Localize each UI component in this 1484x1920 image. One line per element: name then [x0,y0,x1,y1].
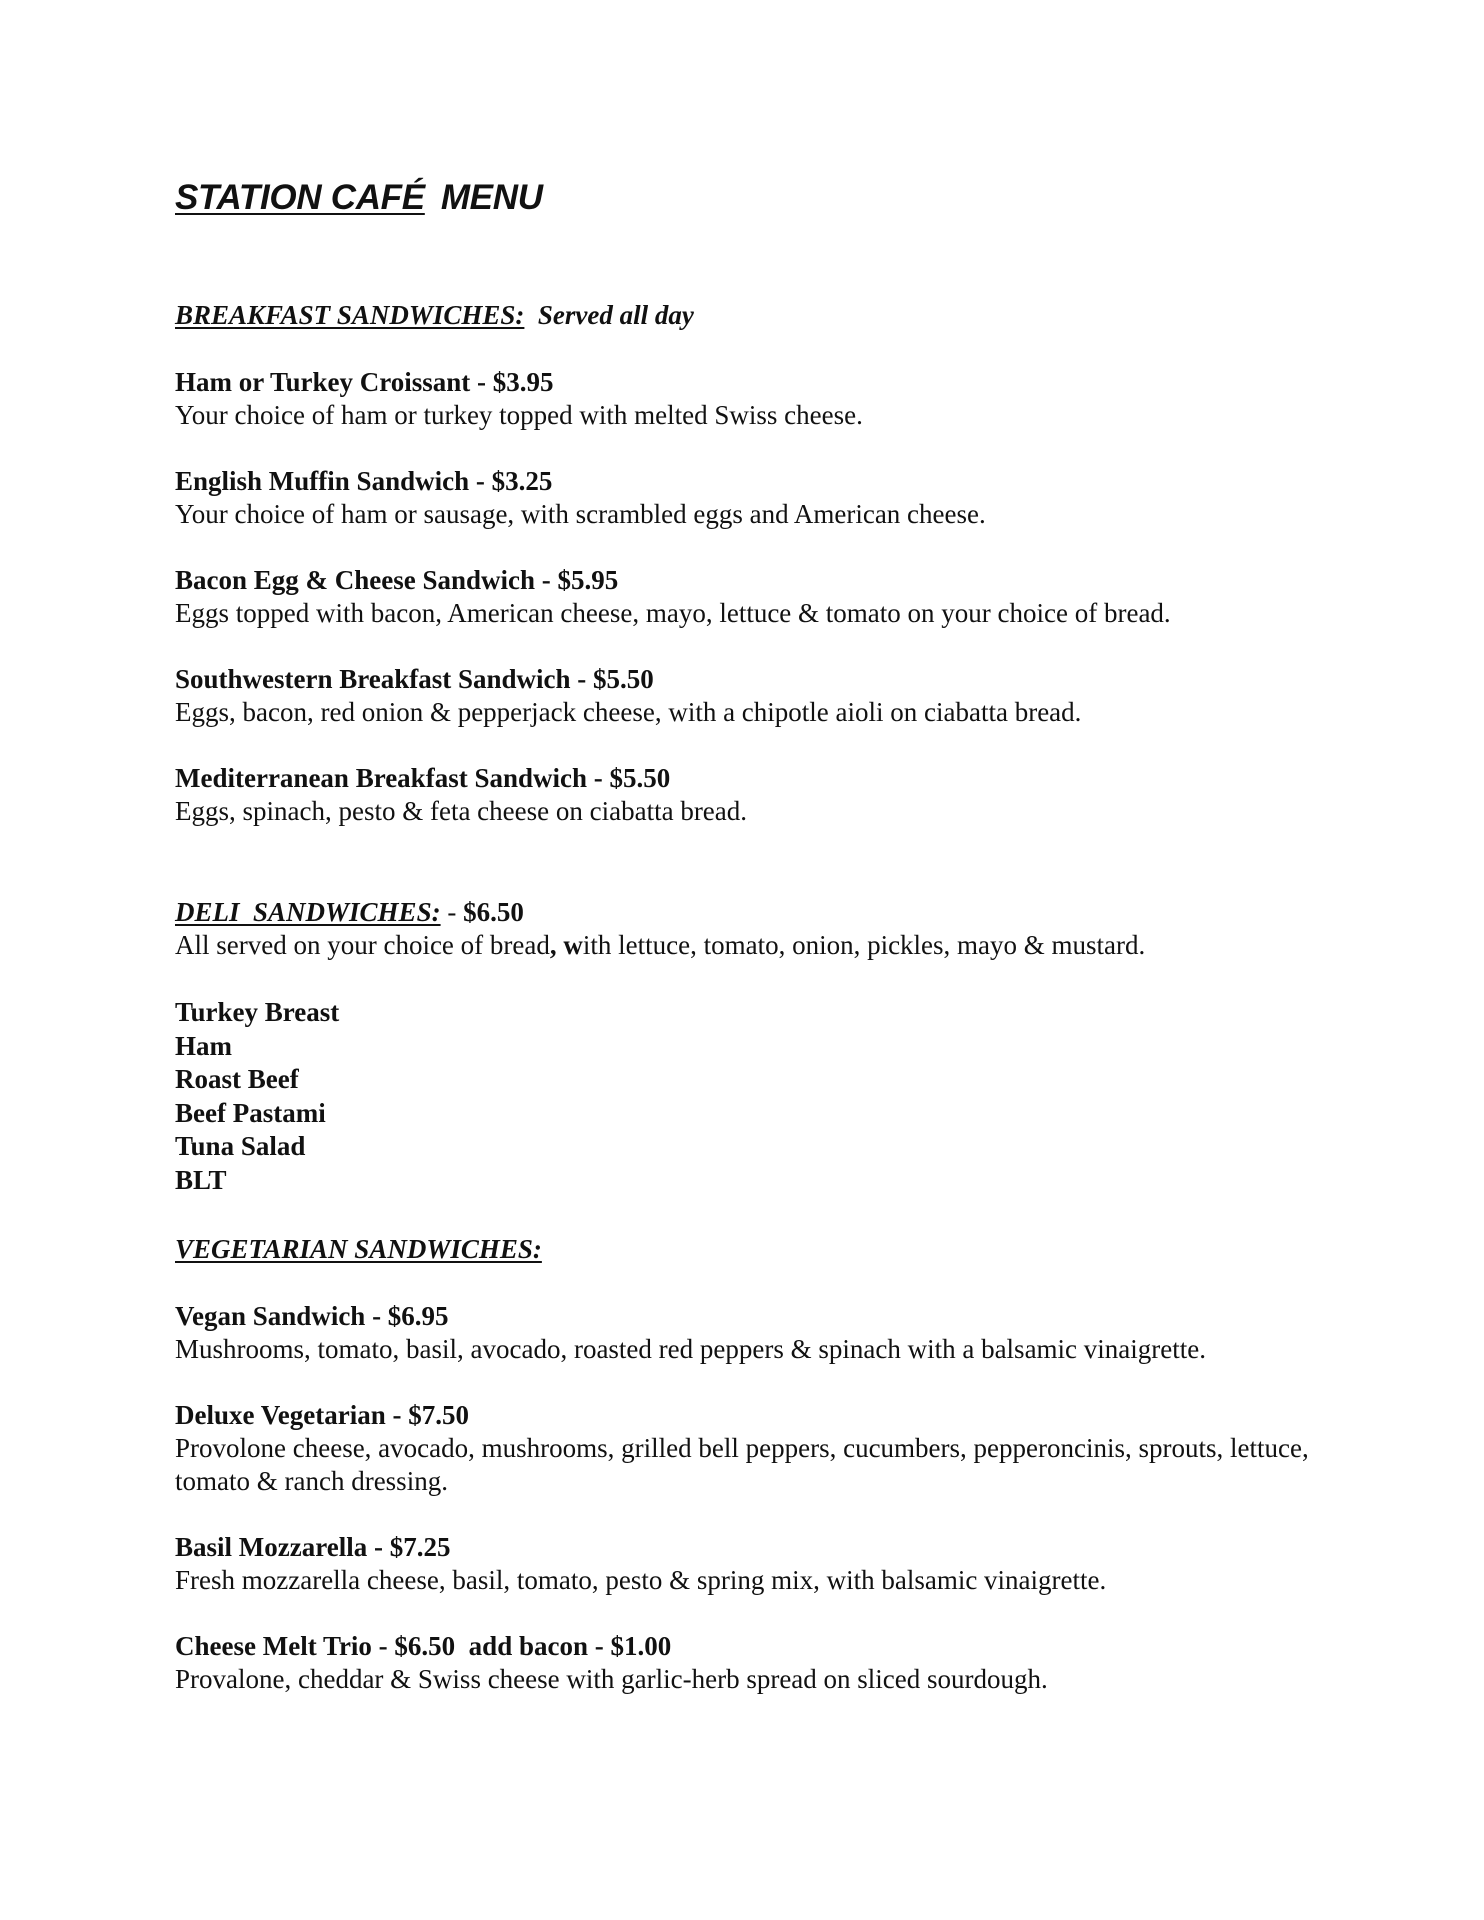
deli-separator: - [440,897,464,927]
menu-item [175,465,1335,531]
item-description: Provalone, cheddar & Swiss cheese with garlic-herb spread on sliced sourdough. [175,1663,1048,1694]
menu-item [175,564,1335,630]
menu-word: MENU [440,178,543,217]
item-description: Eggs, spinach, pesto & feta cheese on ciabatta bread. [175,796,748,826]
item-description: Fresh mozzarella cheese, basil, tomato, pesto & spring mix, with balsamic vinaigrette. [175,1564,1107,1595]
menu-item [175,1399,1335,1498]
list-item: BLT [175,1164,227,1195]
list-item: Ham [175,1030,232,1061]
list-item: Turkey Breast [175,997,340,1027]
deli-heading-text: DELI SANDWICHES: [175,897,441,927]
menu-item [175,1300,1335,1366]
menu-page [175,170,1335,1696]
vegetarian-heading [175,1232,1335,1266]
item-name: Deluxe Vegetarian - $7.50 [175,1399,469,1430]
menu-item [175,663,1335,729]
item-name: Bacon Egg & Cheese Sandwich - $5.95 [175,565,619,595]
deli-note-end: ith lettuce, tomato, onion, pickles, mayo & mustard. [582,930,1146,960]
item-description: Eggs, bacon, red onion & pepperjack cheese, with a chipotle aioli on ciabatta bread. [175,697,1082,727]
menu-item [175,1531,1335,1597]
menu-item [175,762,1335,828]
deli-note-start: All served on your choice of bread [175,930,550,960]
item-description: Your choice of ham or turkey topped with melted Swiss cheese. [175,400,863,430]
deli-note-bold: , w [549,930,583,960]
deli-note [175,929,1335,962]
item-description: Provolone cheese, avocado, mushrooms, grilled bell peppers, cucumbers, pepperoncinis, sprouts, lettuce, tomato & ranch dressing. [175,1432,1309,1496]
breakfast-heading [175,298,1335,332]
item-name: Basil Mozzarella - $7.25 [175,1531,451,1562]
list-item: Tuna Salad [175,1131,306,1162]
item-description: Eggs topped with bacon, American cheese, mayo, lettuce & tomato on your choice of bread. [175,598,1171,628]
menu-item [175,1630,1335,1696]
cafe-name: STATION CAFÉ [175,178,425,217]
vegetarian-heading-text: VEGETARIAN SANDWICHES: [175,1233,542,1264]
list-item: Roast Beef [175,1064,299,1095]
item-name: Mediterranean Breakfast Sandwich - $5.50 [175,763,671,793]
item-name: Southwestern Breakfast Sandwich - $5.50 [175,664,654,694]
menu-title [175,170,1335,226]
deli-section [175,895,1335,1198]
breakfast-section [175,298,1335,828]
breakfast-heading-text: BREAKFAST SANDWICHES: [175,300,525,330]
breakfast-subheading: Served all day [537,300,694,330]
item-name: Vegan Sandwich - $6.95 [175,1300,449,1331]
item-name: English Muffin Sandwich - $3.25 [175,466,553,496]
menu-item [175,366,1335,432]
deli-list [175,996,1335,1198]
item-name: Ham or Turkey Croissant - $3.95 [175,367,554,397]
deli-heading [175,895,1335,929]
vegetarian-section [175,1232,1335,1696]
item-name: Cheese Melt Trio - $6.50 add bacon - $1.00 [175,1630,672,1661]
item-description: Mushrooms, tomato, basil, avocado, roasted red peppers & spinach with a balsamic vinaigrette. [175,1333,1206,1364]
list-item: Beef Pastami [175,1097,326,1128]
item-description: Your choice of ham or sausage, with scrambled eggs and American cheese. [175,499,986,529]
deli-price: $6.50 [463,897,524,927]
